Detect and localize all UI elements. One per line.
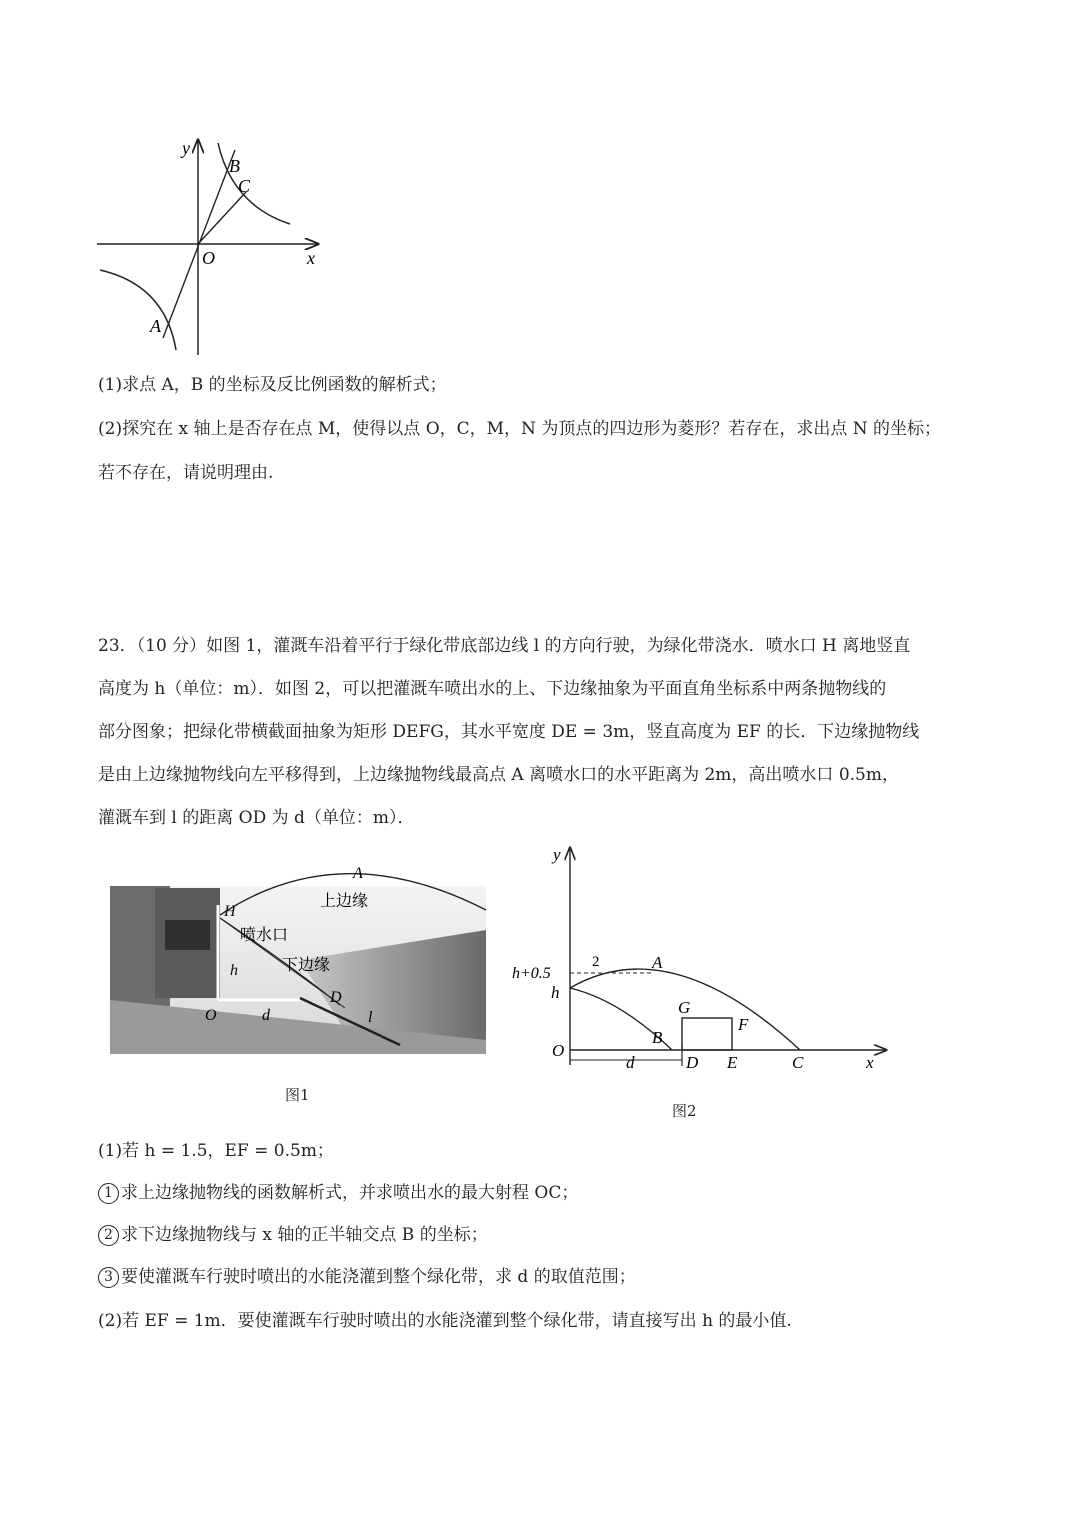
q22-part2: (2)探究在 x 轴上是否存在点 M，使得以点 O，C，M，N 为顶点的四边形为菱形？若存在，求出点 N 的坐标； <box>98 419 942 439</box>
fig2-label-B: B <box>652 1028 663 1047</box>
fig2-label-E: E <box>727 1053 738 1072</box>
fig2-label-h: h <box>551 983 560 1002</box>
fig1-label-A: A <box>353 865 363 882</box>
q23-item <box>98 1266 636 1288</box>
item-number-circle: 2 <box>98 1225 119 1246</box>
item-text: 求下边缘抛物线与 x 轴的正半轴交点 B 的坐标； <box>121 1225 488 1245</box>
q23-intro-line: 23．（10 分）如图 1，灌溉车沿着平行于绿化带底部边线 l 的方向行驶，为绿化带浇水．喷水口 H 离地竖直 <box>98 636 911 656</box>
item-number-circle: 3 <box>98 1267 119 1288</box>
fig2-label-O: O <box>552 1041 565 1060</box>
item-text: 要使灌溉车行驶时喷出的水能浇灌到整个绿化带，求 d 的取值范围； <box>121 1267 636 1287</box>
q23-item <box>98 1224 488 1246</box>
q23-sub2: (2)若 EF = 1m．要使灌溉车行驶时喷出的水能浇灌到整个绿化带，请直接写出 h 的最小值. <box>98 1311 792 1331</box>
fig2-label-G: G <box>678 998 691 1017</box>
q23-item <box>98 1182 578 1204</box>
fig1-label-D: D <box>330 989 342 1006</box>
hyperbola-branch-lower <box>100 270 176 350</box>
segment-OC <box>198 192 246 244</box>
q23-intro-line: 高度为 h（单位：m）．如图 2，可以把灌溉车喷出水的上、下边缘抽象为平面直角坐标系中两条抛物线的 <box>98 679 887 699</box>
item-text: 求上边缘抛物线的函数解析式，并求喷出水的最大射程 OC； <box>121 1183 579 1203</box>
figure-hyperbola <box>90 130 330 362</box>
fig2-label-y: y <box>553 845 561 864</box>
label-x: x <box>307 248 315 268</box>
fig1-label-lower: 下边缘 <box>282 957 331 974</box>
q22-part1: (1)求点 A，B 的坐标及反比例函数的解析式； <box>98 375 447 395</box>
fig2-label-C: C <box>792 1053 804 1072</box>
q23-sub1: (1)若 h = 1.5，EF = 0.5m； <box>98 1141 334 1161</box>
fig2-label-d: d <box>626 1053 635 1072</box>
fig1-label-h: h <box>230 962 238 979</box>
fig2-label-A: A <box>652 953 663 972</box>
fig2-label-h05: h+0.5 <box>512 965 551 982</box>
label-y: y <box>182 138 190 158</box>
fig2-rect-DEFG <box>682 1018 732 1050</box>
fig2-label-F: F <box>738 1015 749 1034</box>
figure-1-caption: 图1 <box>285 1086 310 1104</box>
figure-2-caption: 图2 <box>672 1102 697 1120</box>
label-origin: O <box>202 248 215 268</box>
fig1-label-O: O <box>205 1007 217 1024</box>
label-A: A <box>150 316 161 336</box>
fig2-label-x: x <box>866 1053 874 1072</box>
fig1-label-upper: 上边缘 <box>320 893 369 910</box>
fig2-label-two: 2 <box>592 954 600 970</box>
fig1-label-H: H <box>224 903 236 920</box>
label-C: C <box>238 176 251 196</box>
q23-intro-line: 部分图象；把绿化带横截面抽象为矩形 DEFG，其水平宽度 DE = 3m，竖直高度为 EF 的长．下边缘抛物线 <box>98 722 920 742</box>
q23-intro-line: 灌溉车到 l 的距离 OD 为 d（单位：m）． <box>98 808 415 828</box>
fig2-label-D: D <box>686 1053 699 1072</box>
item-number-circle: 1 <box>98 1183 119 1204</box>
fig1-label-nozzle: 喷水口 <box>240 927 289 944</box>
figure-1-photo <box>100 855 500 1065</box>
photo-truck-window <box>165 920 210 950</box>
fig1-label-l: l <box>368 1009 373 1026</box>
label-B: B <box>229 156 240 176</box>
figure-2-diagram <box>505 840 900 1080</box>
q23-intro-line: 是由上边缘抛物线向左平移得到，上边缘抛物线最高点 A 离喷水口的水平距离为 2m，高出喷水口 0.5m， <box>98 765 899 785</box>
fig1-label-d: d <box>262 1007 270 1024</box>
q22-part2-cont: 若不存在，请说明理由. <box>98 463 274 483</box>
